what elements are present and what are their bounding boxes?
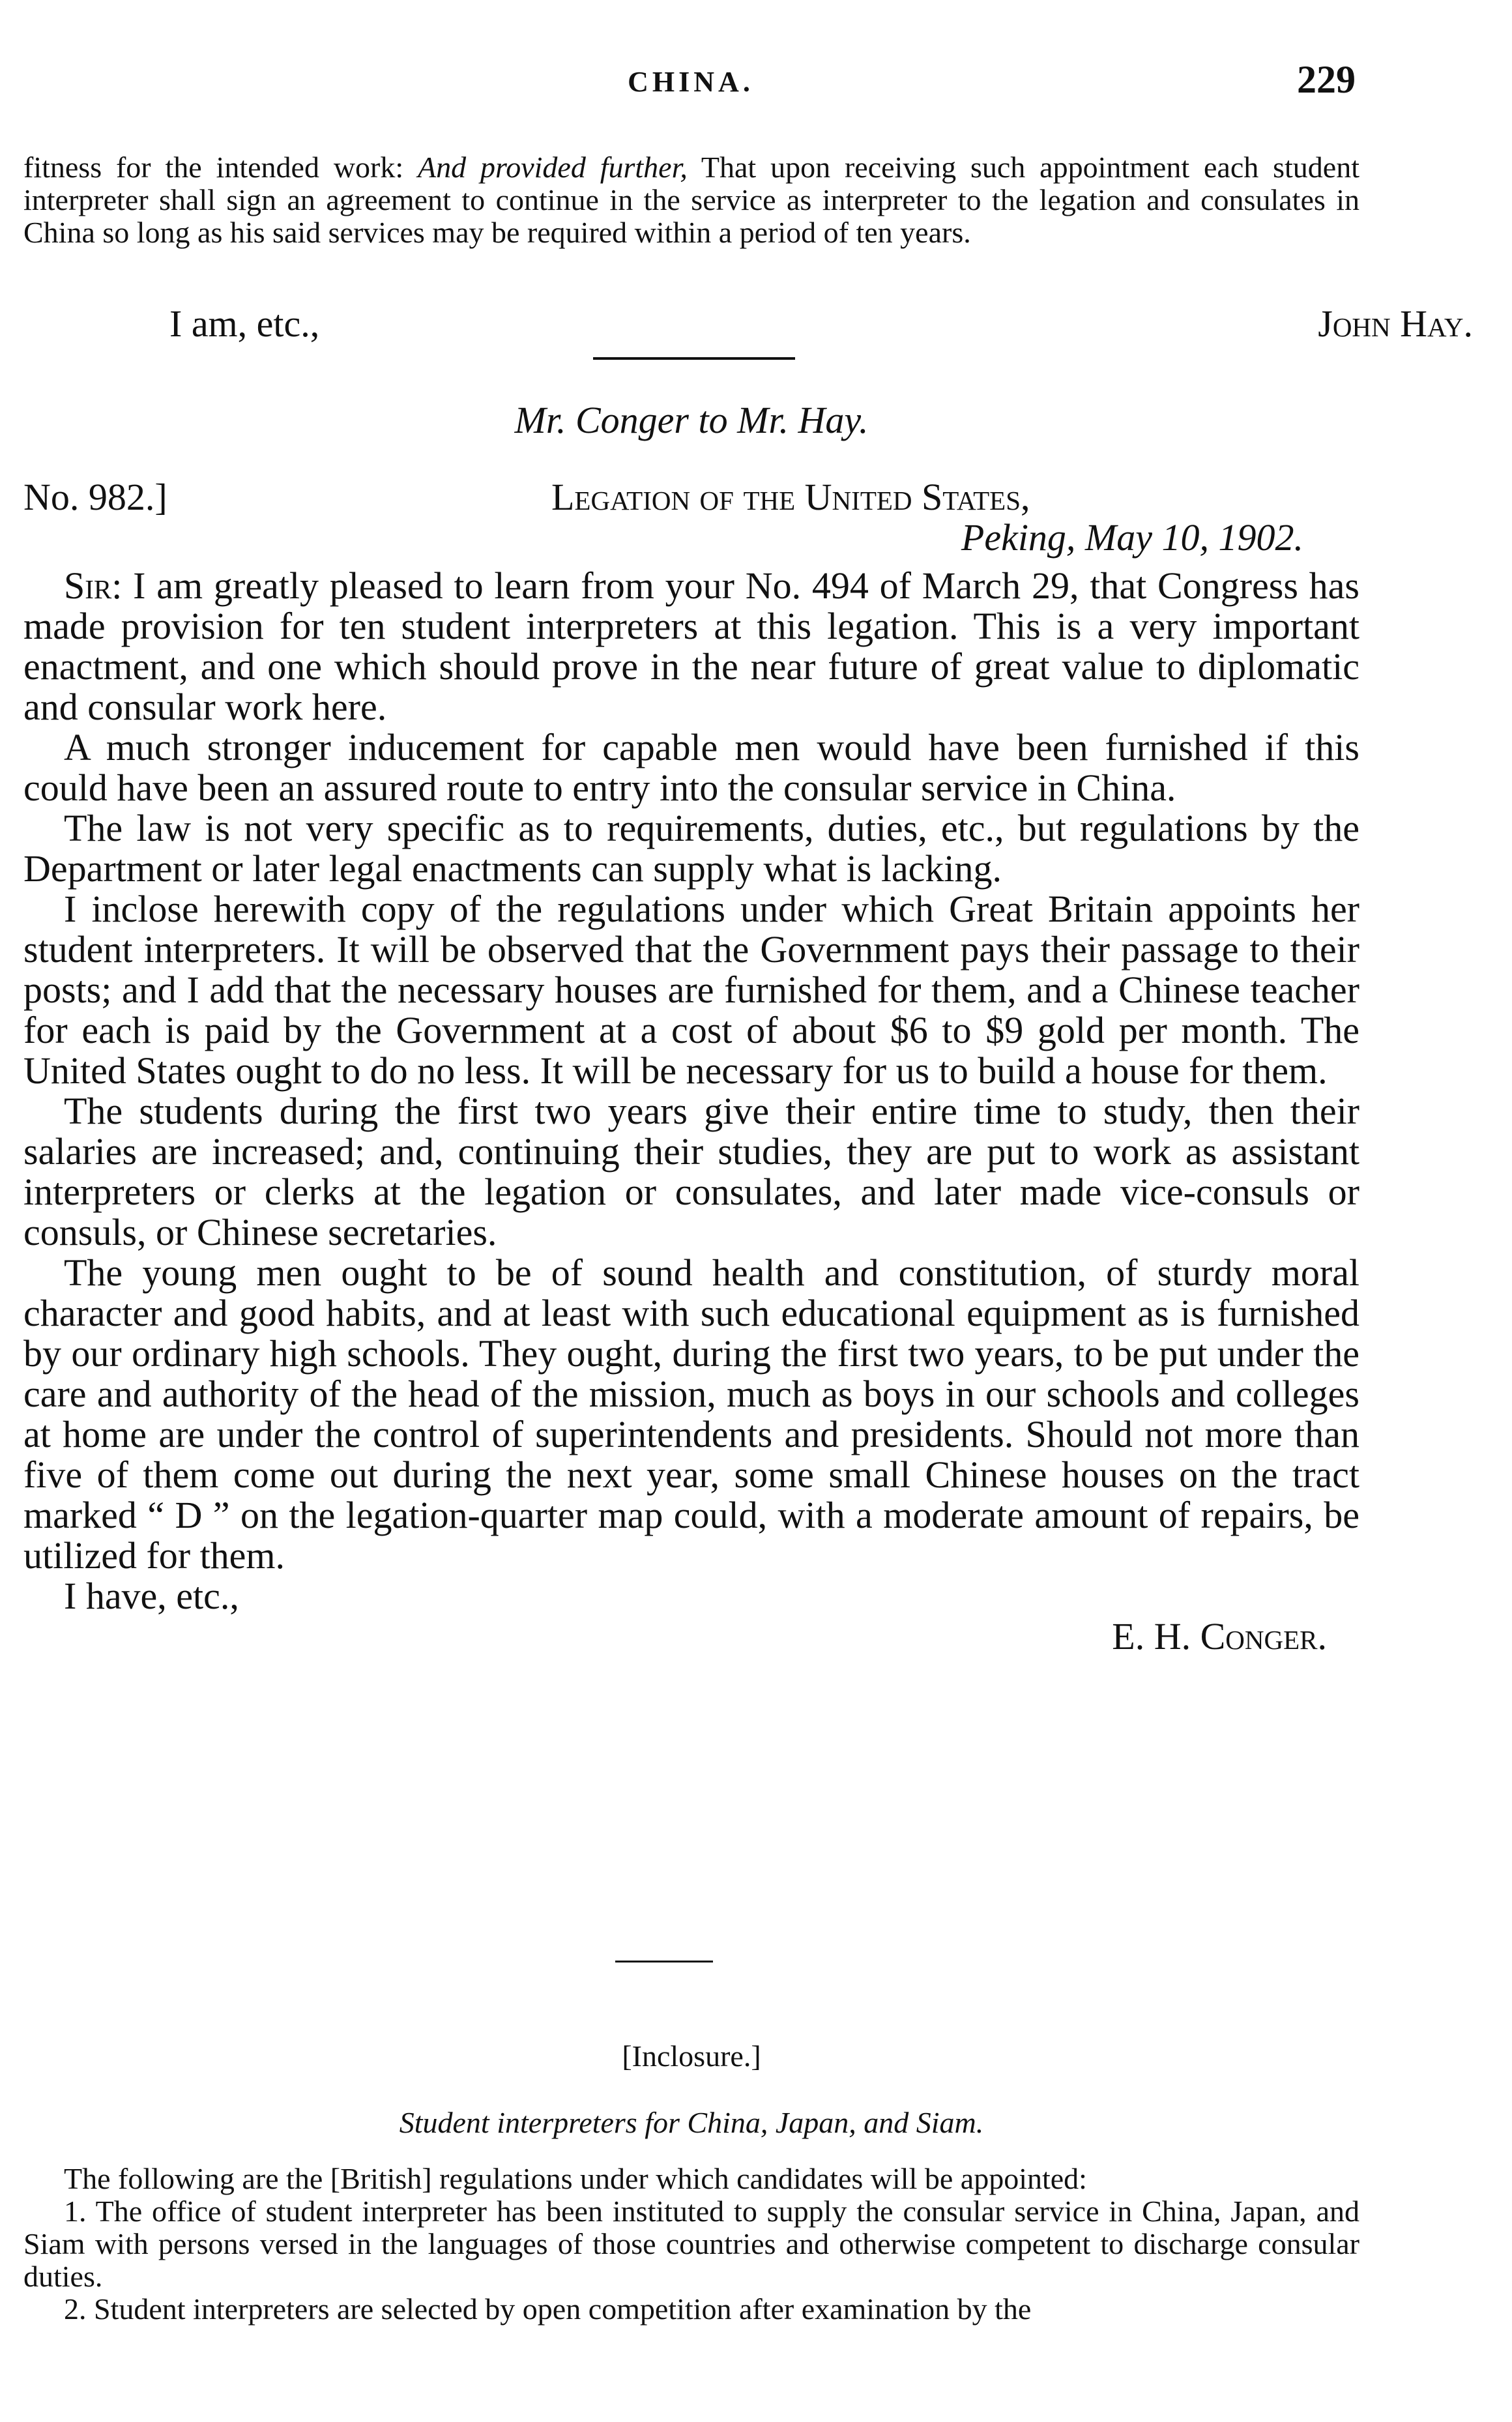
inclosure-title: Student interpreters for China, Japan, and Siam.	[399, 2106, 984, 2139]
body-paragraph-1	[23, 566, 1359, 727]
body-paragraph-4: I inclose herewith copy of the regulations under which Great Britain appoints her student interpreters. It will be observed that the Government pays their passage to their posts; and I add that the necessary houses are furnished for them, and a Chinese teacher for each is paid by the Government at a cost of about $6 to $9 gold per month. The United States ought to do no less. It will be necessary for us to build a house for them.	[23, 888, 1359, 1092]
running-title: CHINA.	[628, 66, 754, 98]
hay-signature: John Hay.	[1318, 302, 1473, 345]
hay-letter-conclusion	[23, 151, 1359, 249]
body-paragraph-2: A much stronger inducement for capable men would have been furnished if this could have been an assured route to entry into the consular service in China.	[23, 726, 1359, 809]
hay-letter-final-paragraph	[23, 151, 1359, 249]
body-paragraph-3: The law is not very specific as to requirements, duties, etc., but regulations by the Department or later legal enactments can supply what is lacking.	[23, 807, 1359, 890]
section-divider-rule	[593, 357, 795, 360]
hay-closing: I am, etc.,	[169, 302, 320, 345]
regulations-intro: The following are the [British] regulations under which candidates will be appointed:	[64, 2162, 1087, 2195]
inclosure-regulations	[23, 2163, 1359, 2326]
body-paragraph-5: The students during the first two years give their entire time to study, then their salaries are increased; and, continuing their studies, they are put to work as assistant interpreters or clerks at the legation or consulates, and later made vice-consuls or consuls, or Chinese secretaries.	[23, 1090, 1359, 1253]
regulation-item-1: 1. The office of student interpreter has been instituted to supply the consular service in China, Japan, and Siam with persons versed in the languages of those countries and otherwise competent to discharge consular duties.	[23, 2195, 1359, 2293]
hay-text-before-italic: fitness for the intended work:	[23, 151, 418, 184]
letter-heading: Mr. Conger to Mr. Hay.	[514, 399, 869, 441]
running-head	[26, 58, 1356, 117]
conger-signature: E. H. Conger.	[1112, 1615, 1327, 1657]
letter-origin: Legation of the United States,	[551, 476, 1030, 518]
page-number: 229	[1297, 58, 1356, 101]
conger-letter-body	[23, 566, 1359, 1657]
hay-text-after-italic: That upon receiving such appointment each student interpreter shall sign an agreement to continue in the service as interpreter to the legation and consulates in China so long as his said services may be required within a period of ten years.	[23, 151, 1359, 249]
letter-number: No. 982.]	[23, 476, 167, 518]
salutation: Sir:	[64, 564, 123, 607]
letter-place-date: Peking, May 10, 1902.	[961, 516, 1303, 559]
conger-closing: I have, etc.,	[64, 1575, 239, 1617]
inclosure-label: [Inclosure.]	[622, 2039, 761, 2073]
inclosure-divider-rule	[615, 1961, 713, 1962]
hay-italic-phrase: And provided further,	[418, 151, 688, 184]
regulation-item-2: 2. Student interpreters are selected by open competition after examination by the	[64, 2292, 1032, 2326]
hay-closing-line	[169, 304, 1473, 344]
paragraph-1-text: I am greatly pleased to learn from your No. 494 of March 29, that Congress has made provision for ten student interpreters at this legation. This is a very important enactment, and one which should prove in the near future of great value to diplomatic and consular work here.	[23, 564, 1359, 728]
body-paragraph-6: The young men ought to be of sound health and constitution, of sturdy moral character and good habits, and at least with such educational equipment as is furnished by our ordinary high schools. They ought, during the first two years, to be put under the care and authority of the head of the mission, much as boys in our schools and colleges at home are under the control of superintendents and presidents. Should not more than five of them come out during the next year, some small Chinese houses on the tract marked “ D ” on the legation-quarter map could, with a moderate amount of repairs, be utilized for them.	[23, 1251, 1359, 1577]
